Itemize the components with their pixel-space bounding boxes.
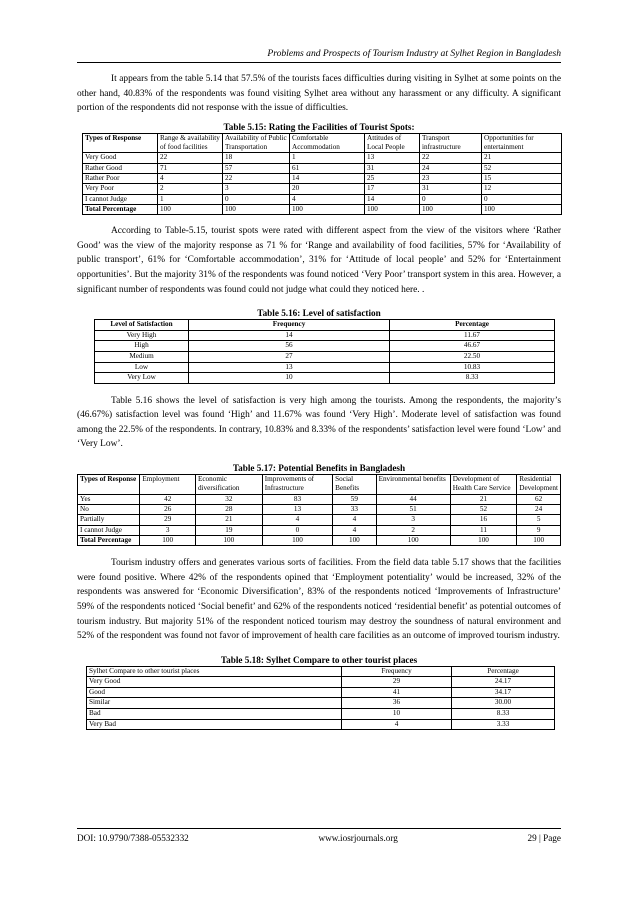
table-cell: 14 [189, 330, 390, 341]
table-header-cell: Types of Response [78, 475, 140, 495]
table-cell: 100 [517, 535, 561, 545]
table-cell: 100 [290, 204, 365, 214]
table-cell: 21 [195, 515, 262, 525]
table-header-cell: Level of Satisfaction [95, 320, 189, 331]
table-cell: 71 [158, 163, 223, 173]
table-row [87, 709, 555, 720]
table-cell: Very High [95, 330, 189, 341]
table-cell: I cannot Judge [78, 525, 140, 535]
table-cell: 100 [333, 535, 376, 545]
table-cell: 62 [517, 494, 561, 504]
table-cell: 22.50 [390, 351, 555, 362]
table-header-cell: Transport infrastructure [420, 133, 482, 153]
table-cell: 11 [450, 525, 517, 535]
table-header-cell: Types of Response [83, 133, 158, 153]
table-cell: 0 [482, 194, 562, 204]
table-cell: 4 [342, 719, 452, 730]
table-cell: 16 [450, 515, 517, 525]
table-cell: 22 [223, 173, 290, 183]
table-5-16-caption: Table 5.16: Level of satisfaction [257, 308, 381, 319]
table-cell: 0 [420, 194, 482, 204]
table-cell: 100 [365, 204, 420, 214]
table-cell: 13 [189, 362, 390, 373]
table-cell: Medium [95, 351, 189, 362]
table-header-cell: Range & availability of food facilities [158, 133, 223, 153]
table-cell: 12 [482, 184, 562, 194]
table-row [87, 687, 555, 698]
paragraph-4: Tourism industry offers and generates various sorts of facilities. From the field data table 5.17 shows that the facilities were found positive. Where 42% of the respondents opined that ‘Employment potentiality’ would be increased, 32% of the respondents was answered for ‘Economic Diversification’, 83% of the respondents noticed ‘Improvements of Infrastructure’ 59% of the respondents noticed ‘Social benefit’ and 62% of the respondents noticed ‘residential benefit’ as potential outcomes of tourism industry. But majority 51% of the respondent noticed tourism may destroy the soundness of natural environment and 52% of the respondent was found not favor of improvement of health care facilities as an outcome of improved tourism industry. [77, 558, 561, 642]
table-cell: 21 [450, 494, 517, 504]
table-cell: 29 [140, 515, 196, 525]
table-cell: 34.17 [452, 687, 555, 698]
table-cell: Very Low [95, 373, 189, 384]
table-cell: 4 [290, 194, 365, 204]
table-cell: 100 [450, 535, 517, 545]
table-cell: 3 [376, 515, 450, 525]
table-cell: 57 [223, 163, 290, 173]
table-cell: 52 [450, 504, 517, 514]
table-cell: 52 [482, 163, 562, 173]
table-cell: 13 [262, 504, 332, 514]
table-cell: 10 [189, 373, 390, 384]
table-header-cell: Frequency [342, 666, 452, 677]
paragraph-2: According to Table-5.15, tourist spots were rated with different aspect from the view of the visitors where ‘Rather Good’ was the view of the majority response as 71 % for ‘Range and availability of food facilities, 57% for ‘Availability of public transport’, 61% for ‘Comfortable accommodation’, 31% for ‘Attitude of local people’ and 52% for ‘Entertainment opportunities’. But the majority 31% of the respondents was found noticed ‘Very Poor’ transport system in this area. However, a significant number of respondents was found could not judge what could they noticed here. . [77, 226, 561, 295]
table-cell: High [95, 341, 189, 352]
table-header-cell: Employment [140, 475, 196, 495]
table-row [83, 153, 562, 163]
table-row [83, 184, 562, 194]
table-5-17 [77, 474, 561, 546]
table-cell: 3 [140, 525, 196, 535]
table-5-15-caption: Table 5.15: Rating the Facilities of Tourist Spots: [223, 121, 415, 132]
table-5-18 [86, 666, 555, 731]
table-row [78, 525, 561, 535]
table-cell: 100 [376, 535, 450, 545]
table-header-cell: Percentage [390, 320, 555, 331]
table-row [95, 351, 555, 362]
table-cell: 29 [342, 677, 452, 688]
table-cell: 11.67 [390, 330, 555, 341]
table-cell: 100 [140, 535, 196, 545]
table-row [78, 494, 561, 504]
table-header-cell: Opportunities for entertainment [482, 133, 562, 153]
table-row [87, 677, 555, 688]
table-cell: 3.33 [452, 719, 555, 730]
table-row [78, 515, 561, 525]
table-cell: Total Percentage [83, 204, 158, 214]
table-cell: 42 [140, 494, 196, 504]
table-row [83, 194, 562, 204]
table-cell: 59 [333, 494, 376, 504]
table-cell: Similar [87, 698, 342, 709]
table-row [95, 341, 555, 352]
table-cell: 21 [482, 153, 562, 163]
table-5-18-caption: Table 5.18: Sylhet Compare to other tourist places [220, 654, 418, 665]
table-cell: 22 [158, 153, 223, 163]
table-cell: 13 [365, 153, 420, 163]
table-cell: 28 [195, 504, 262, 514]
table-cell: 51 [376, 504, 450, 514]
footer-page-number: 29 | Page [527, 833, 561, 843]
table-cell: 2 [158, 184, 223, 194]
table-cell: 0 [262, 525, 332, 535]
table-cell: 100 [262, 535, 332, 545]
paragraph-1: It appears from the table 5.14 that 57.5% of the tourists faces difficulties during visiting in Sylhet at some points on the other hand, 40.83% of the respondents was found visiting Sylhet area without any harassment or any difficulty. A significant portion of the respondents did not response with the issue of difficulties. [77, 74, 561, 114]
table-cell: 15 [482, 173, 562, 183]
table-cell: Yes [78, 494, 140, 504]
table-cell: 4 [333, 525, 376, 535]
table-row [83, 173, 562, 183]
table-row [83, 163, 562, 173]
table-cell: 41 [342, 687, 452, 698]
table-cell: 26 [140, 504, 196, 514]
table-header-cell: Environmental benefits [376, 475, 450, 495]
table-cell: Very Bad [87, 719, 342, 730]
table-header-cell: Residential Development [517, 475, 561, 495]
table-cell: 1 [290, 153, 365, 163]
table-cell: 31 [365, 163, 420, 173]
table-cell: 56 [189, 341, 390, 352]
table-cell: Very Good [83, 153, 158, 163]
table-header-cell: Attitudes of Local People [365, 133, 420, 153]
table-cell: 14 [365, 194, 420, 204]
table-row [83, 204, 562, 214]
table-cell: 8.33 [452, 709, 555, 720]
table-cell: 4 [158, 173, 223, 183]
table-cell: 61 [290, 163, 365, 173]
table-cell: 46.67 [390, 341, 555, 352]
table-header-cell: Improvements of Infrastructure [262, 475, 332, 495]
table-row [78, 504, 561, 514]
table-row [95, 362, 555, 373]
table-row [78, 535, 561, 545]
table-cell: 31 [420, 184, 482, 194]
table-cell: I cannot Judge [83, 194, 158, 204]
table-cell: Partially [78, 515, 140, 525]
table-cell: 100 [223, 204, 290, 214]
table-cell: 1 [158, 194, 223, 204]
table-5-16 [94, 319, 555, 384]
table-row [87, 698, 555, 709]
table-cell: Bad [87, 709, 342, 720]
table-cell: 22 [420, 153, 482, 163]
table-cell: 24 [517, 504, 561, 514]
page-footer [77, 828, 561, 843]
table-header-cell: Percentage [452, 666, 555, 677]
table-cell: Very Poor [83, 184, 158, 194]
table-cell: 4 [333, 515, 376, 525]
table-row [95, 373, 555, 384]
table-cell: 44 [376, 494, 450, 504]
table-row [87, 719, 555, 730]
table-cell: 18 [223, 153, 290, 163]
table-cell: 4 [262, 515, 332, 525]
table-header-cell: Availability of Public Transportation [223, 133, 290, 153]
table-header-cell: Economic diversification [195, 475, 262, 495]
table-cell: 23 [420, 173, 482, 183]
footer-doi: DOI: 10.9790/7388-05532332 [77, 833, 189, 843]
table-cell: 8.33 [390, 373, 555, 384]
table-cell: 14 [290, 173, 365, 183]
table-cell: 83 [262, 494, 332, 504]
table-cell: 25 [365, 173, 420, 183]
table-cell: 24 [420, 163, 482, 173]
table-cell: 100 [420, 204, 482, 214]
table-cell: Total Percentage [78, 535, 140, 545]
table-cell: 2 [376, 525, 450, 535]
table-cell: 10.83 [390, 362, 555, 373]
footer-website: www.iosrjournals.org [318, 833, 398, 843]
table-header-cell: Social Benefits [333, 475, 376, 495]
table-cell: Rather Good [83, 163, 158, 173]
table-cell: 27 [189, 351, 390, 362]
table-cell: 3 [223, 184, 290, 194]
table-cell: 0 [223, 194, 290, 204]
table-cell: Good [87, 687, 342, 698]
table-cell: 20 [290, 184, 365, 194]
table-header-cell: Comfortable Accommodation [290, 133, 365, 153]
table-cell: 100 [158, 204, 223, 214]
table-cell: Rather Poor [83, 173, 158, 183]
page [77, 0, 561, 843]
table-cell: 17 [365, 184, 420, 194]
table-cell: 10 [342, 709, 452, 720]
table-cell: No [78, 504, 140, 514]
running-header: Problems and Prospects of Tourism Industry at Sylhet Region in Bangladesh [77, 48, 561, 63]
table-5-15 [82, 133, 562, 215]
table-header-cell: Sylhet Compare to other tourist places [87, 666, 342, 677]
table-cell: 5 [517, 515, 561, 525]
table-cell: Very Good [87, 677, 342, 688]
table-cell: 100 [482, 204, 562, 214]
table-cell: 24.17 [452, 677, 555, 688]
table-cell: 19 [195, 525, 262, 535]
table-cell: 32 [195, 494, 262, 504]
table-header-cell: Frequency [189, 320, 390, 331]
table-cell: 30.00 [452, 698, 555, 709]
table-cell: 33 [333, 504, 376, 514]
table-cell: 9 [517, 525, 561, 535]
table-cell: Low [95, 362, 189, 373]
table-header-cell: Development of Health Care Service [450, 475, 517, 495]
table-5-17-caption: Table 5.17: Potential Benefits in Bangladesh [232, 463, 406, 474]
paragraph-3: Table 5.16 shows the level of satisfaction is very high among the tourists. Among the respondents, the majority’s (46.67%) satisfaction level was found ‘High’ and 11.67% was found ‘Very High’. Moderate level of satisfaction was found among the 22.5% of the respondents. In contrary, 10.83% and 8.33% of the respondents’ satisfaction level were found ‘Low’ and ‘Very Low’. [77, 395, 561, 450]
table-cell: 36 [342, 698, 452, 709]
table-cell: 100 [195, 535, 262, 545]
table-row [95, 330, 555, 341]
